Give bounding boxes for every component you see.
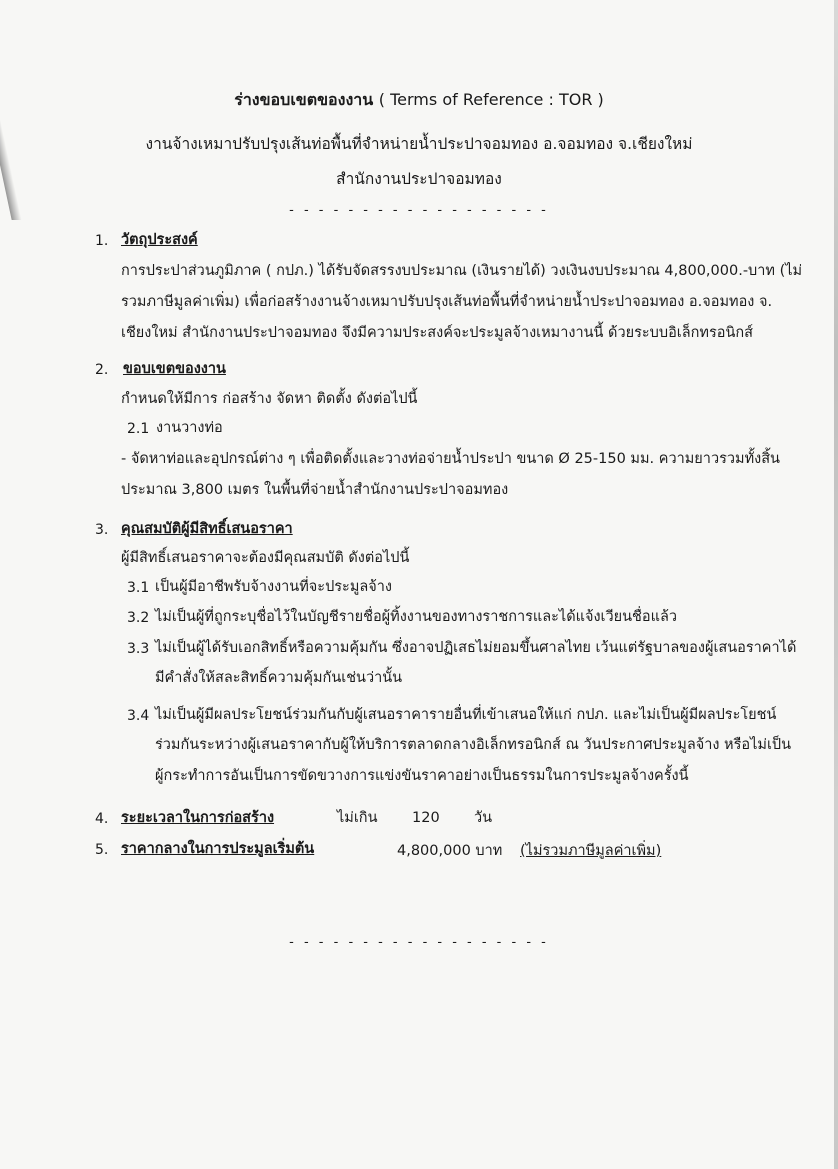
duration-unit: วัน [474, 810, 493, 826]
section-5-heading: ราคากลางในการประมูลเริ่มต้น [121, 841, 315, 857]
separator-bottom: - - - - - - - - - - - - - - - - - - [289, 935, 549, 950]
item-3-4-text: ไม่เป็นผู้มีผลประโยชน์ร่วมกันกับผู้เสนอราคารายอื่นที่เข้าเสนอให้แก่ กปภ. และไม่เป็นผู้มีผลประโยชน์ [155, 707, 777, 723]
section-2-number: 2. [95, 362, 109, 378]
duration-value: 120 [412, 810, 440, 826]
separator-top: - - - - - - - - - - - - - - - - - - [289, 203, 549, 218]
item-3-2-number: 3.2 [127, 610, 150, 626]
document-title [0, 90, 838, 110]
section-5-number: 5. [95, 842, 109, 858]
section-3-intro: ผู้มีสิทธิ์เสนอราคาจะต้องมีคุณสมบัติ ดังต่อไปนี้ [121, 550, 410, 566]
section-1-number: 1. [95, 233, 109, 249]
title-english: ( Terms of Reference : TOR ) [378, 90, 604, 109]
section-2-1-number: 2.1 [127, 421, 150, 437]
section-3-heading: คุณสมบัติผู้มีสิทธิ์เสนอราคา [121, 521, 293, 537]
duration-prefix: ไม่เกิน [337, 810, 378, 826]
item-3-3-text: มีคำสั่งให้สละสิทธิ์ความคุ้มกันเช่นว่านั้น [155, 670, 403, 686]
office-name: สำนักงานประปาจอมทอง [336, 170, 502, 188]
section-2-intro: กำหนดให้มีการ ก่อสร้าง จัดหา ติดตั้ง ดังต่อไปนี้ [121, 391, 418, 407]
section-1-line: รวมภาษีมูลค่าเพิ่ม) เพื่อก่อสร้างงานจ้างเหมาปรับปรุงเส้นท่อพื้นที่จำหน่ายน้ำประปาจอมทอง อ.จอมทอง จ. [121, 294, 773, 310]
reference-price-value: 4,800,000 บาท [397, 843, 503, 859]
section-3-number: 3. [95, 522, 109, 538]
section-2-line: - จัดหาท่อและอุปกรณ์ต่าง ๆ เพื่อติดตั้งและวางท่อจ่ายน้ำประปา ขนาด Ø 25-150 มม. ความยาวรวมทั้งสิ้น [121, 451, 780, 467]
item-3-1-number: 3.1 [127, 580, 150, 596]
item-3-4-number: 3.4 [127, 708, 150, 724]
section-1-line: เชียงใหม่ สำนักงานประปาจอมทอง จึงมีความประสงค์จะประมูลจ้างเหมางานนี้ ด้วยระบบอิเล็กทรอนิกส์ [121, 325, 753, 341]
title-thai: ร่างขอบเขตของงาน [234, 90, 374, 109]
section-4-number: 4. [95, 811, 109, 827]
item-3-3-number: 3.3 [127, 641, 150, 657]
item-3-3-text: ไม่เป็นผู้ได้รับเอกสิทธิ์หรือความคุ้มกัน ซึ่งอาจปฏิเสธไม่ยอมขึ้นศาลไทย เว้นแต่รัฐบาลของผู้เสนอราคาได้ [155, 640, 797, 656]
section-2-heading: ขอบเขตของงาน [123, 361, 226, 377]
item-3-4-text: ร่วมกันระหว่างผู้เสนอราคากับผู้ให้บริการตลาดกลางอิเล็กทรอนิกส์ ณ วันประกาศประมูลจ้าง หรือไม่เป็น [155, 737, 792, 753]
item-3-1-text: เป็นผู้มีอาชีพรับจ้างงานที่จะประมูลจ้าง [155, 579, 393, 595]
section-2-1-label: งานวางท่อ [156, 420, 223, 436]
section-4-heading: ระยะเวลาในการก่อสร้าง [121, 810, 275, 826]
reference-price-note: (ไม่รวมภาษีมูลค่าเพิ่ม) [520, 843, 662, 859]
item-3-4-text: ผู้กระทำการอันเป็นการขัดขวางการแข่งขันราคาอย่างเป็นธรรมในการประมูลจ้างครั้งนี้ [155, 768, 689, 784]
section-2-line: ประมาณ 3,800 เมตร ในพื้นที่จ่ายน้ำสำนักงานประปาจอมทอง [121, 482, 509, 498]
section-1-line: การประปาส่วนภูมิภาค ( กปภ.) ได้รับจัดสรรงบประมาณ (เงินรายได้) วงเงินงบประมาณ 4,800,000.-บาท (ไม่ [121, 263, 803, 279]
section-1-heading: วัตถุประสงค์ [121, 232, 198, 248]
document-subtitle: งานจ้างเหมาปรับปรุงเส้นท่อพื้นที่จำหน่ายน้ำประปาจอมทอง อ.จอมทอง จ.เชียงใหม่ [145, 135, 693, 153]
item-3-2-text: ไม่เป็นผู้ที่ถูกระบุชื่อไว้ในบัญชีรายชื่อผู้ทิ้งงานของทางราชการและได้แจ้งเวียนชื่อแล้ว [155, 609, 677, 625]
